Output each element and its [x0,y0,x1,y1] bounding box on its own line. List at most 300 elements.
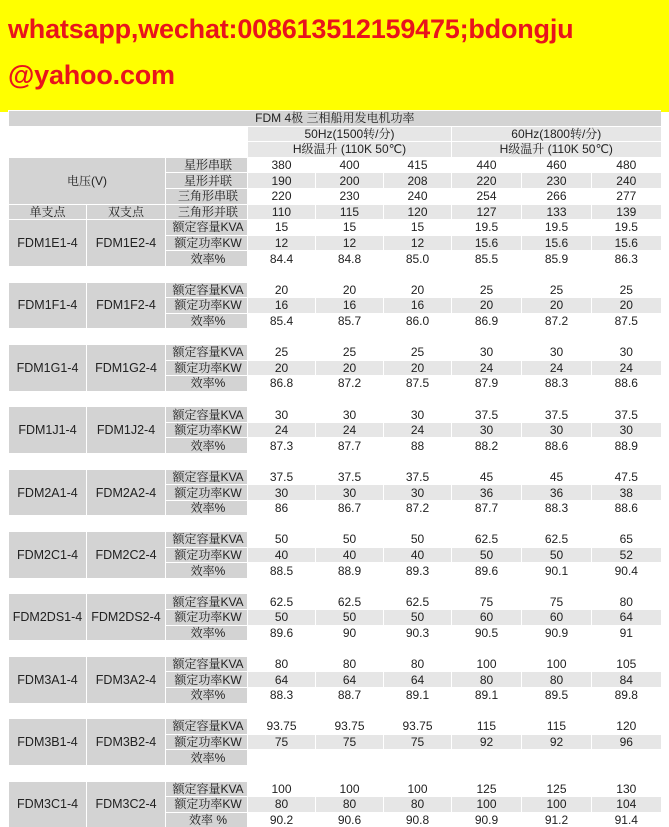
double-point-header: 双支点 [87,204,166,220]
model-row-kva [9,594,661,610]
cell-kw: 84 [592,672,661,688]
cell-kva: 65 [592,532,661,548]
cell-eff [384,750,452,766]
single-point-model: FDM1G1-4 [9,344,87,391]
cell-kw: 30 [452,422,522,438]
generator-power-table [8,110,661,827]
cell-kw: 96 [592,734,661,750]
cell-kw: 30 [248,485,316,501]
cell-kva: 75 [522,594,592,610]
single-point-model: FDM1E1-4 [9,220,87,267]
contact-line-1: whatsapp,wechat:008613512159475;bdongju [8,14,574,44]
cell-kw: 75 [384,734,452,750]
cell-kw: 20 [248,360,316,376]
block-gap-cell [9,329,661,345]
model-row-kva [9,532,661,548]
cell-kva: 47.5 [592,469,661,485]
cell-kva: 105 [592,656,661,672]
block-gap-cell [9,516,661,532]
cell-kva: 30 [384,407,452,423]
model-row-kva [9,656,661,672]
cell-eff: 91.4 [592,812,661,827]
cell-kva: 25 [522,282,592,298]
row-label-kva: 额定容量KVA [166,532,248,548]
double-point-model: FDM2DS2-4 [87,594,166,641]
cell-eff: 89.6 [248,625,316,641]
temp-rise-50hz: H级温升 (110K 50℃) [248,142,452,158]
cell-kva: 30 [452,344,522,360]
cell-kva: 37.5 [522,407,592,423]
cell-eff: 87.2 [316,376,384,392]
cell-kw: 12 [316,235,384,251]
cell-kw: 20 [522,298,592,314]
connection-label: 星形串联 [166,157,248,173]
voltage-value: 220 [248,188,316,204]
model-row-kva [9,719,661,735]
model-row-kva [9,407,661,423]
cell-kw: 36 [452,485,522,501]
cell-kw: 64 [384,672,452,688]
cell-kw: 12 [384,235,452,251]
single-point-model: FDM2DS1-4 [9,594,87,641]
block-gap-cell [9,454,661,470]
cell-kva: 120 [592,719,661,735]
double-point-model: FDM3C2-4 [87,781,166,827]
cell-eff: 84.8 [316,251,384,267]
row-label-kw: 额定功率KW [166,610,248,626]
block-gap [9,641,661,657]
cell-kva: 37.5 [452,407,522,423]
cell-eff: 89.6 [452,563,522,579]
voltage-value: 240 [592,173,661,189]
double-point-model: FDM1G2-4 [87,344,166,391]
cell-eff: 90.6 [316,812,384,827]
cell-kva: 20 [248,282,316,298]
cell-kva: 62.5 [248,594,316,610]
cell-eff: 89.8 [592,687,661,703]
cell-kw: 24 [248,422,316,438]
row-label-kva: 额定容量KVA [166,282,248,298]
cell-eff: 90.2 [248,812,316,827]
cell-eff: 88.6 [592,500,661,516]
cell-kva: 25 [384,344,452,360]
double-point-model: FDM3B2-4 [87,719,166,766]
cell-kva: 25 [248,344,316,360]
cell-kva: 62.5 [522,532,592,548]
cell-kw: 40 [316,547,384,563]
cell-kva: 25 [592,282,661,298]
cell-kva: 100 [316,781,384,797]
cell-kw: 24 [452,360,522,376]
double-point-model: FDM1J2-4 [87,407,166,454]
cell-kw: 40 [384,547,452,563]
double-point-model: FDM1F2-4 [87,282,166,329]
cell-eff: 89.1 [452,687,522,703]
cell-eff: 84.4 [248,251,316,267]
cell-kw: 16 [384,298,452,314]
cell-kva: 37.5 [316,469,384,485]
cell-eff [592,750,661,766]
cell-kva: 130 [592,781,661,797]
cell-eff [316,750,384,766]
row-label-kw: 额定功率KW [166,547,248,563]
row-label-kva: 额定容量KVA [166,719,248,735]
cell-eff: 89.1 [384,687,452,703]
cell-kva: 75 [452,594,522,610]
cell-eff: 88.6 [592,376,661,392]
cell-kva: 30 [248,407,316,423]
cell-eff: 90.5 [452,625,522,641]
voltage-value: 460 [522,157,592,173]
row-label-kw: 额定功率KW [166,360,248,376]
cell-eff: 88.9 [592,438,661,454]
cell-kva: 93.75 [384,719,452,735]
cell-kw: 92 [452,734,522,750]
single-point-model: FDM3A1-4 [9,656,87,703]
single-point-header: 单支点 [9,204,87,220]
cell-kva: 45 [452,469,522,485]
cell-kw: 20 [316,360,384,376]
voltage-value: 266 [522,188,592,204]
cell-kva: 125 [452,781,522,797]
block-gap-cell [9,703,661,719]
cell-kva: 50 [384,532,452,548]
contact-line-2: @yahoo.com [8,60,175,90]
voltage-value: 480 [592,157,661,173]
cell-eff: 90.1 [522,563,592,579]
cell-kw: 50 [384,610,452,626]
cell-eff: 86.8 [248,376,316,392]
cell-kva: 100 [248,781,316,797]
block-gap [9,266,661,282]
cell-kw: 60 [522,610,592,626]
voltage-value: 208 [384,173,452,189]
cell-kva: 100 [384,781,452,797]
cell-kva: 19.5 [452,220,522,236]
cell-kw: 24 [316,422,384,438]
voltage-value: 440 [452,157,522,173]
row-label-eff: 效率% [166,376,248,392]
cell-kw: 64 [316,672,384,688]
row-label-eff: 效率% [166,438,248,454]
voltage-value: 120 [384,204,452,220]
cell-kva: 30 [522,344,592,360]
cell-eff: 88.9 [316,563,384,579]
cell-kw: 16 [248,298,316,314]
cell-kw: 80 [248,797,316,813]
cell-eff: 87.5 [384,376,452,392]
header-blank [9,126,248,142]
single-point-model: FDM1F1-4 [9,282,87,329]
model-row-kva [9,781,661,797]
cell-kva: 80 [384,656,452,672]
model-row-kva [9,220,661,236]
cell-kva: 80 [592,594,661,610]
cell-kw: 15.6 [592,235,661,251]
cell-kw: 20 [384,360,452,376]
row-label-kw: 额定功率KW [166,672,248,688]
freq-50hz-header: 50Hz(1500转/分) [248,126,452,142]
cell-kw: 50 [522,547,592,563]
cell-kva: 37.5 [592,407,661,423]
cell-kw: 24 [522,360,592,376]
cell-kw: 104 [592,797,661,813]
cell-eff: 88.6 [522,438,592,454]
row-label-kw: 额定功率KW [166,422,248,438]
cell-kw: 30 [316,485,384,501]
cell-eff: 87.2 [384,500,452,516]
voltage-value: 400 [316,157,384,173]
cell-eff: 89.5 [522,687,592,703]
row-label-kw: 额定功率KW [166,235,248,251]
row-label-eff: 效率% [166,687,248,703]
cell-kw: 30 [384,485,452,501]
row-label-eff: 效率 % [166,812,248,827]
block-gap [9,578,661,594]
row-label-eff: 效率% [166,625,248,641]
voltage-value: 254 [452,188,522,204]
cell-kva: 50 [316,532,384,548]
row-label-eff: 效率% [166,500,248,516]
header-blank [9,142,248,158]
row-label-kva: 额定容量KVA [166,220,248,236]
model-row-kva [9,282,661,298]
cell-kw: 20 [452,298,522,314]
single-point-model: FDM1J1-4 [9,407,87,454]
cell-kw: 75 [248,734,316,750]
cell-kva: 93.75 [316,719,384,735]
block-gap-cell [9,578,661,594]
voltage-row [9,204,661,220]
cell-kva: 100 [452,656,522,672]
cell-eff [522,750,592,766]
row-label-eff: 效率% [166,313,248,329]
cell-kw: 36 [522,485,592,501]
single-point-model: FDM3B1-4 [9,719,87,766]
cell-kw: 80 [452,672,522,688]
cell-eff: 87.7 [452,500,522,516]
single-point-model: FDM2A1-4 [9,469,87,516]
block-gap [9,454,661,470]
cell-eff: 85.4 [248,313,316,329]
block-gap [9,703,661,719]
cell-kva: 115 [522,719,592,735]
cell-eff: 90 [316,625,384,641]
cell-eff: 85.9 [522,251,592,267]
double-point-model: FDM1E2-4 [87,220,166,267]
voltage-value: 220 [452,173,522,189]
cell-eff: 86.7 [316,500,384,516]
cell-kw: 20 [592,298,661,314]
cell-kw: 30 [592,422,661,438]
block-gap-cell [9,391,661,407]
voltage-value: 133 [522,204,592,220]
cell-eff: 88.3 [522,376,592,392]
cell-eff: 85.7 [316,313,384,329]
cell-kw: 75 [316,734,384,750]
block-gap-cell [9,641,661,657]
block-gap-cell [9,266,661,282]
cell-eff: 86.9 [452,313,522,329]
block-gap [9,516,661,532]
cell-eff: 90.8 [384,812,452,827]
cell-kva: 20 [316,282,384,298]
cell-kva: 19.5 [592,220,661,236]
cell-eff: 88.5 [248,563,316,579]
cell-kw: 16 [316,298,384,314]
double-point-model: FDM2C2-4 [87,532,166,579]
cell-kw: 15.6 [522,235,592,251]
cell-kva: 37.5 [248,469,316,485]
cell-kva: 25 [452,282,522,298]
row-label-kw: 额定功率KW [166,485,248,501]
cell-eff: 88 [384,438,452,454]
cell-eff: 88.3 [248,687,316,703]
double-point-model: FDM2A2-4 [87,469,166,516]
table-title: FDM 4极 三相船用发电机功率 [9,111,661,127]
connection-label: 三角形并联 [166,204,248,220]
cell-kva: 30 [592,344,661,360]
cell-kw: 50 [248,610,316,626]
cell-eff: 89.3 [384,563,452,579]
cell-eff: 87.5 [592,313,661,329]
cell-eff [248,750,316,766]
cell-eff: 88.3 [522,500,592,516]
cell-kva: 50 [248,532,316,548]
voltage-value: 110 [248,204,316,220]
row-label-kva: 额定容量KVA [166,344,248,360]
block-gap [9,765,661,781]
cell-kva: 37.5 [384,469,452,485]
cell-kva: 80 [316,656,384,672]
cell-eff: 91.2 [522,812,592,827]
cell-eff: 91 [592,625,661,641]
contact-banner [0,0,669,112]
cell-kw: 50 [316,610,384,626]
cell-kva: 15 [248,220,316,236]
cell-kva: 80 [248,656,316,672]
cell-kw: 50 [452,547,522,563]
connection-label: 星形并联 [166,173,248,189]
connection-label: 三角形串联 [166,188,248,204]
voltage-value: 277 [592,188,661,204]
cell-kva: 19.5 [522,220,592,236]
cell-kw: 60 [452,610,522,626]
model-row-kva [9,344,661,360]
cell-eff: 90.9 [452,812,522,827]
cell-kw: 24 [592,360,661,376]
cell-kw: 100 [522,797,592,813]
cell-kw: 80 [522,672,592,688]
row-label-kw: 额定功率KW [166,298,248,314]
cell-eff: 90.3 [384,625,452,641]
voltage-row [9,157,661,173]
model-row-kva [9,469,661,485]
voltage-value: 415 [384,157,452,173]
voltage-value: 190 [248,173,316,189]
row-label-kva: 额定容量KVA [166,407,248,423]
cell-eff: 88.2 [452,438,522,454]
cell-eff [452,750,522,766]
row-label-kva: 额定容量KVA [166,656,248,672]
voltage-value: 139 [592,204,661,220]
cell-kva: 15 [384,220,452,236]
cell-eff: 88.7 [316,687,384,703]
row-label-eff: 效率% [166,750,248,766]
cell-kva: 45 [522,469,592,485]
voltage-value: 200 [316,173,384,189]
cell-kva: 62.5 [316,594,384,610]
voltage-label: 电压(V) [9,157,166,204]
voltage-value: 127 [452,204,522,220]
voltage-value: 230 [316,188,384,204]
cell-eff: 85.0 [384,251,452,267]
cell-kva: 62.5 [384,594,452,610]
voltage-value: 240 [384,188,452,204]
cell-eff: 87.7 [316,438,384,454]
row-label-kw: 额定功率KW [166,797,248,813]
block-gap [9,329,661,345]
row-label-eff: 效率% [166,563,248,579]
cell-kw: 24 [384,422,452,438]
row-label-kva: 额定容量KVA [166,781,248,797]
cell-eff: 90.9 [522,625,592,641]
cell-kw: 80 [384,797,452,813]
single-point-model: FDM2C1-4 [9,532,87,579]
freq-60hz-header: 60Hz(1800转/分) [452,126,661,142]
cell-eff: 87.3 [248,438,316,454]
cell-kw: 12 [248,235,316,251]
cell-kva: 62.5 [452,532,522,548]
cell-eff: 87.2 [522,313,592,329]
cell-kw: 38 [592,485,661,501]
voltage-value: 115 [316,204,384,220]
double-point-model: FDM3A2-4 [87,656,166,703]
cell-kw: 80 [316,797,384,813]
row-label-kva: 额定容量KVA [166,469,248,485]
row-label-kw: 额定功率KW [166,734,248,750]
cell-kw: 100 [452,797,522,813]
cell-kva: 25 [316,344,384,360]
voltage-value: 230 [522,173,592,189]
cell-eff: 86.0 [384,313,452,329]
cell-eff: 90.4 [592,563,661,579]
cell-eff: 85.5 [452,251,522,267]
cell-kva: 125 [522,781,592,797]
temp-rise-60hz: H级温升 (110K 50℃) [452,142,661,158]
cell-eff: 86.3 [592,251,661,267]
voltage-value: 380 [248,157,316,173]
cell-kw: 64 [592,610,661,626]
block-gap [9,391,661,407]
cell-kw: 92 [522,734,592,750]
cell-kva: 100 [522,656,592,672]
single-point-model: FDM3C1-4 [9,781,87,827]
cell-kva: 93.75 [248,719,316,735]
cell-kva: 115 [452,719,522,735]
cell-kw: 40 [248,547,316,563]
cell-eff: 86 [248,500,316,516]
cell-kw: 15.6 [452,235,522,251]
block-gap-cell [9,765,661,781]
cell-kva: 15 [316,220,384,236]
row-label-kva: 额定容量KVA [166,594,248,610]
cell-kw: 64 [248,672,316,688]
cell-kw: 30 [522,422,592,438]
cell-kva: 30 [316,407,384,423]
cell-kw: 52 [592,547,661,563]
cell-eff: 87.9 [452,376,522,392]
